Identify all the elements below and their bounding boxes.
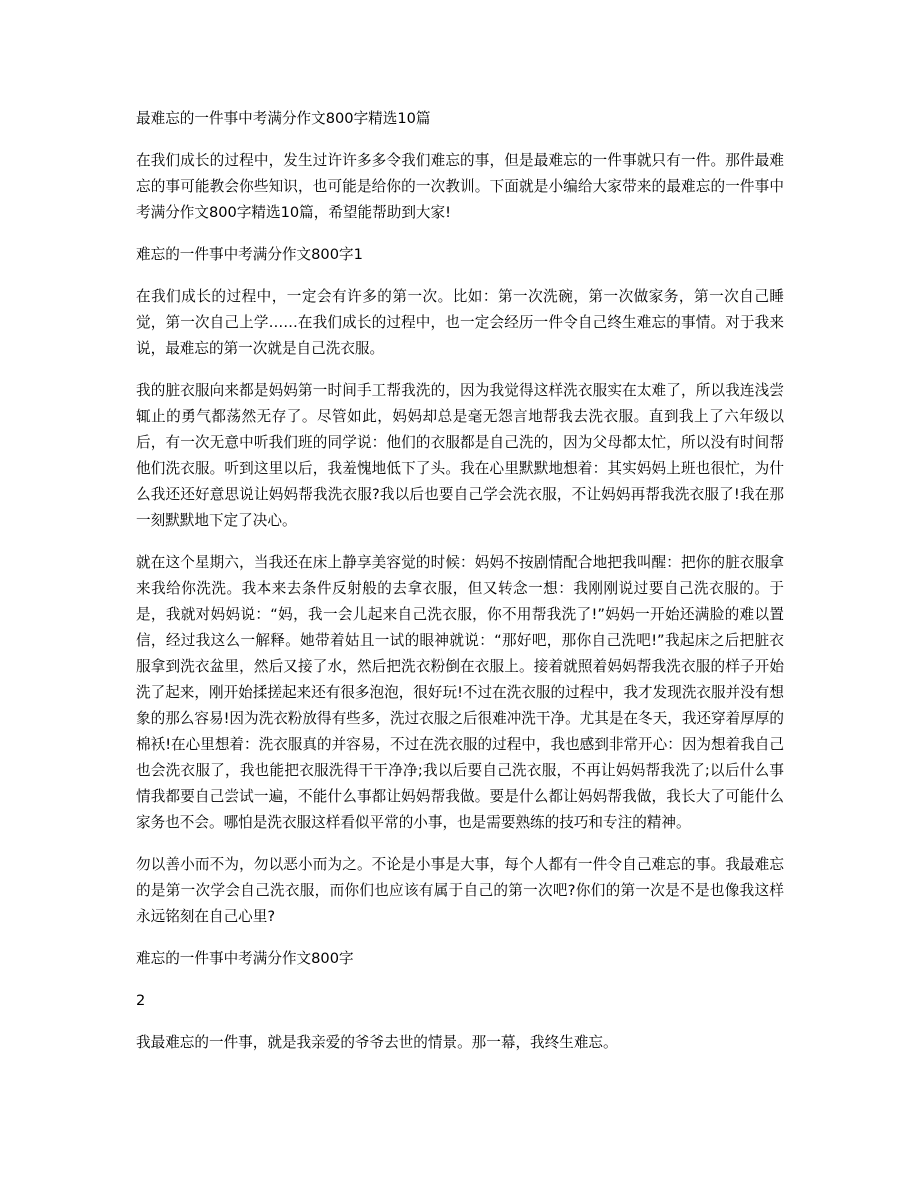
essay1-paragraph: 勿以善小而不为，勿以恶小而为之。不论是小事是大事，每个人都有一件令自己难忘的事。我最难忘的是第一次学会自己洗衣服，而你们也应该有属于自己的第一次吧?你们的第一次是不是也像我这样永远铭刻在自己心里?: [136, 856, 784, 925]
essay1-paragraph: 我的脏衣服向来都是妈妈第一时间手工帮我洗的，因为我觉得这样洗衣服实在太难了，所以我连浅尝辄止的勇气都荡然无存了。尽管如此，妈妈却总是毫无怨言地帮我去洗衣服。直到我上了六年级以后，有一次无意中听我们班的同学说：他们的衣服都是自己洗的，因为父母都太忙，所以没有时间帮他们洗衣服。听到这里以后，我羞愧地低下了头。我在心里默默地想着：其实妈妈上班也很忙，为什么我还还好意思说让妈妈帮我洗衣服?我以后也要自己学会洗衣服，不让妈妈再帮我洗衣服了!我在那一刻默默地下定了决心。: [136, 382, 784, 529]
essay1-paragraph: 在我们成长的过程中，一定会有许多的第一次。比如：第一次洗碗，第一次做家务，第一次自己睡觉，第一次自己上学……在我们成长的过程中，也一定会经历一件令自己终生难忘的事情。对于我来说，最难忘的第一次就是自己洗衣服。: [136, 288, 784, 357]
essay1-paragraph: 就在这个星期六，当我还在床上静享美容觉的时候：妈妈不按剧情配合地把我叫醒：把你的脏衣服拿来我给你洗洗。我本来去条件反射般的去拿衣服，但又转念一想：我刚刚说过要自己洗衣服的。于是，我就对妈妈说：“妈，我一会儿起来自己洗衣服，你不用帮我洗了!”妈妈一开始还满脸的难以置信，经过我这么一解释。她带着姑且一试的眼神就说：“那好吧，那你自己洗吧!”我起床之后把脏衣服拿到洗衣盆里，然后又接了水，然后把洗衣粉倒在衣服上。接着就照着妈妈帮我洗衣服的样子开始洗了起来，刚开始揉搓起来还有很多泡泡，很好玩!不过在洗衣服的过程中，我才发现洗衣服并没有想象的那么容易!因为洗衣粉放得有些多，洗过衣服之后很难冲洗干净。尤其是在冬天，我还穿着厚厚的棉袄!在心里想着：洗衣服真的并容易，不过在洗衣服的过程中，我也感到非常开心：因为想着我自己也会洗衣服了，我也能把衣服洗得干干净净;我以后要自己洗衣服，不再让妈妈帮我洗了;以后什么事情我都要自己尝试一遍，不能什么事都让妈妈帮我做。要是什么都让妈妈帮我做，我长大了可能什么家务也不会。哪怕是洗衣服这样看似平常的小事，也是需要熟练的技巧和专注的精神。: [136, 554, 784, 831]
essay2-heading: 难忘的一件事中考满分作文800字: [136, 950, 354, 967]
document-title: 最难忘的一件事中考满分作文800字精选10篇: [136, 110, 431, 127]
intro-paragraph: 在我们成长的过程中，发生过许许多多令我们难忘的事，但是最难忘的一件事就只有一件。那件最难忘的事可能教会你些知识，也可能是给你的一次教训。下面就是小编给大家带来的最难忘的一件事中考满分作文800字精选10篇，希望能帮助到大家!: [136, 152, 784, 221]
essay1-heading: 难忘的一件事中考满分作文800字1: [136, 246, 363, 263]
essay2-paragraph: 我最难忘的一件事，就是我亲爱的爷爷去世的情景。那一幕，我终生难忘。: [136, 1034, 618, 1051]
essay2-number: 2: [136, 992, 146, 1009]
